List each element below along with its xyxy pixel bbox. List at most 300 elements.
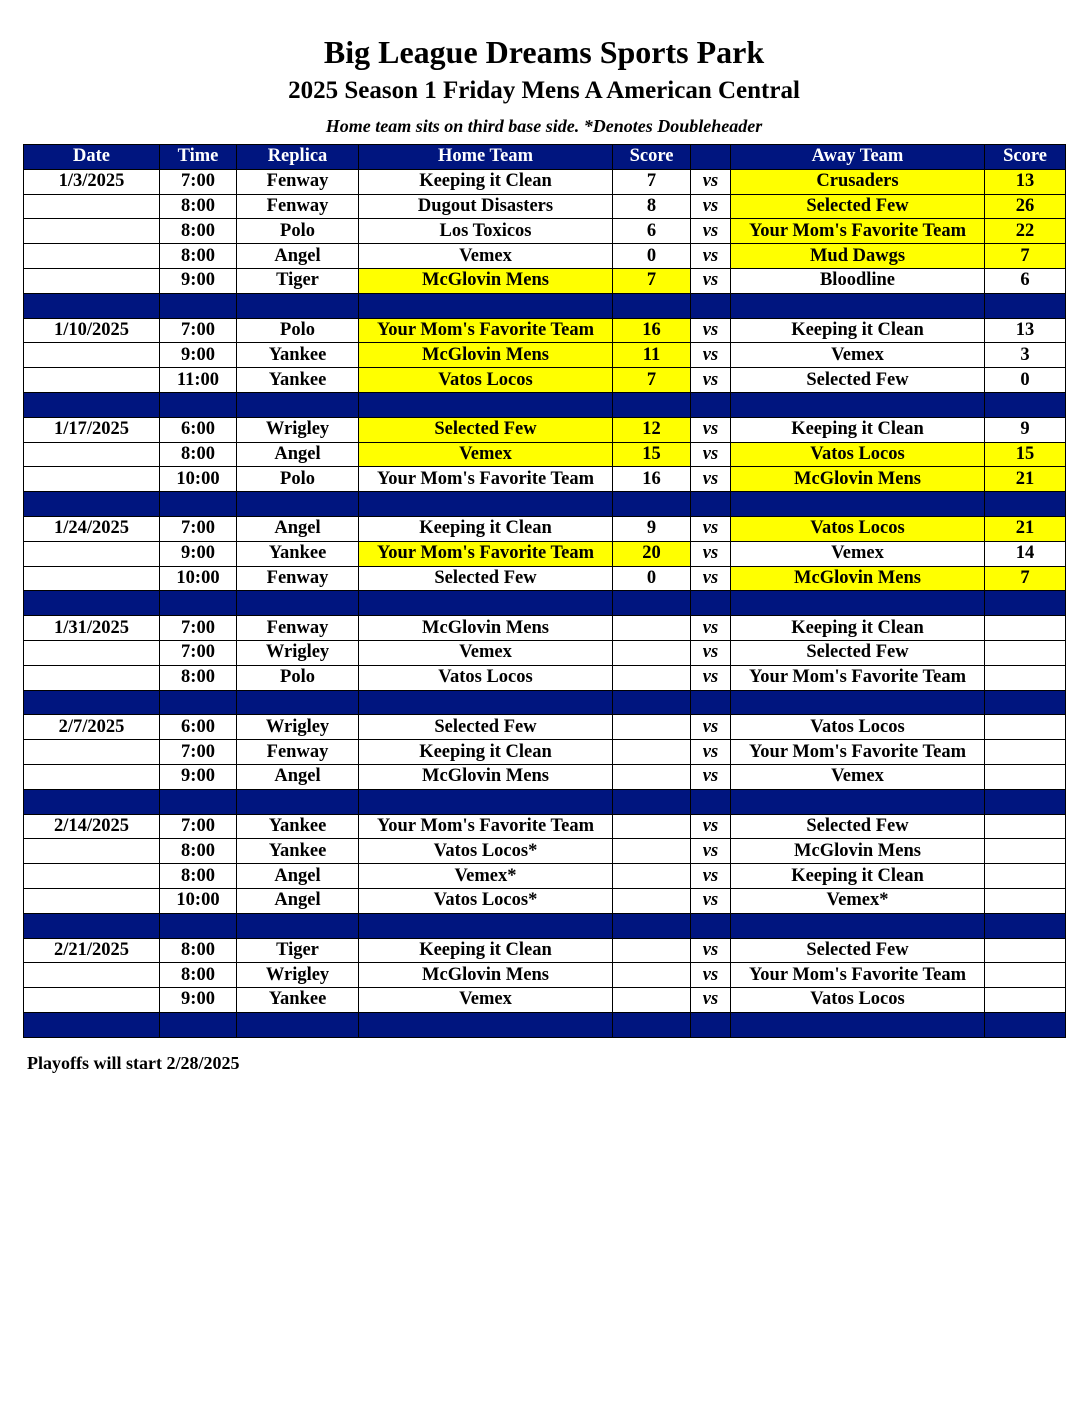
game-date: 1/24/2025 (24, 516, 160, 541)
col-home-score: Score (613, 145, 691, 170)
game-replica: Fenway (237, 169, 359, 194)
home-team: Your Mom's Favorite Team (359, 318, 613, 343)
game-replica: Yankee (237, 814, 359, 839)
game-replica: Fenway (237, 566, 359, 591)
home-team: Keeping it Clean (359, 938, 613, 963)
home-team: McGlovin Mens (359, 343, 613, 368)
vs-label: vs (691, 541, 731, 566)
away-team: Selected Few (731, 938, 985, 963)
vs-label: vs (691, 715, 731, 740)
home-team: McGlovin Mens (359, 764, 613, 789)
home-team: Vemex (359, 640, 613, 665)
vs-label: vs (691, 764, 731, 789)
away-score (985, 864, 1066, 889)
separator-cell (731, 1012, 985, 1037)
separator-cell (24, 591, 160, 616)
separator-cell (985, 789, 1066, 814)
week-separator (24, 392, 1066, 417)
game-date: 2/7/2025 (24, 715, 160, 740)
game-date (24, 244, 160, 269)
separator-cell (613, 392, 691, 417)
game-replica: Angel (237, 442, 359, 467)
game-time: 8:00 (160, 442, 237, 467)
separator-cell (24, 392, 160, 417)
separator-cell (237, 690, 359, 715)
separator-cell (160, 591, 237, 616)
home-score (613, 715, 691, 740)
game-replica: Wrigley (237, 715, 359, 740)
game-date (24, 219, 160, 244)
away-team: Keeping it Clean (731, 864, 985, 889)
home-team: McGlovin Mens (359, 963, 613, 988)
separator-cell (24, 913, 160, 938)
game-date (24, 963, 160, 988)
away-score: 26 (985, 194, 1066, 219)
game-replica: Polo (237, 219, 359, 244)
home-score (613, 963, 691, 988)
home-team: McGlovin Mens (359, 268, 613, 293)
col-home-team: Home Team (359, 145, 613, 170)
separator-cell (160, 789, 237, 814)
game-time: 7:00 (160, 740, 237, 765)
game-date (24, 888, 160, 913)
home-score: 7 (613, 368, 691, 393)
game-time: 7:00 (160, 516, 237, 541)
home-score: 15 (613, 442, 691, 467)
away-score (985, 640, 1066, 665)
separator-cell (237, 789, 359, 814)
game-date (24, 268, 160, 293)
away-score: 13 (985, 169, 1066, 194)
game-time: 9:00 (160, 343, 237, 368)
separator-cell (985, 913, 1066, 938)
separator-cell (237, 1012, 359, 1037)
separator-cell (237, 492, 359, 517)
home-team: Keeping it Clean (359, 169, 613, 194)
game-time: 8:00 (160, 194, 237, 219)
vs-label: vs (691, 343, 731, 368)
home-team: McGlovin Mens (359, 616, 613, 641)
table-row (24, 566, 1066, 591)
col-date: Date (24, 145, 160, 170)
separator-cell (731, 913, 985, 938)
game-replica: Fenway (237, 194, 359, 219)
home-score: 7 (613, 268, 691, 293)
game-time: 10:00 (160, 566, 237, 591)
vs-label: vs (691, 864, 731, 889)
away-team: Bloodline (731, 268, 985, 293)
table-row (24, 343, 1066, 368)
table-row (24, 640, 1066, 665)
separator-cell (613, 913, 691, 938)
home-team: Vatos Locos* (359, 839, 613, 864)
separator-cell (237, 293, 359, 318)
separator-cell (613, 591, 691, 616)
vs-label: vs (691, 194, 731, 219)
separator-cell (985, 690, 1066, 715)
col-away-team: Away Team (731, 145, 985, 170)
table-row (24, 616, 1066, 641)
away-team: Keeping it Clean (731, 417, 985, 442)
game-replica: Wrigley (237, 640, 359, 665)
home-team: Your Mom's Favorite Team (359, 814, 613, 839)
away-team: Selected Few (731, 814, 985, 839)
game-time: 9:00 (160, 988, 237, 1013)
away-score: 21 (985, 467, 1066, 492)
away-team: Vemex (731, 764, 985, 789)
game-date (24, 839, 160, 864)
home-score: 16 (613, 318, 691, 343)
away-score (985, 938, 1066, 963)
separator-cell (731, 591, 985, 616)
vs-label: vs (691, 988, 731, 1013)
separator-cell (691, 913, 731, 938)
table-row (24, 715, 1066, 740)
away-score (985, 988, 1066, 1013)
game-time: 8:00 (160, 839, 237, 864)
header-row (24, 145, 1066, 170)
week-separator (24, 591, 1066, 616)
away-score (985, 963, 1066, 988)
vs-label: vs (691, 516, 731, 541)
game-time: 11:00 (160, 368, 237, 393)
away-score (985, 740, 1066, 765)
vs-label: vs (691, 467, 731, 492)
separator-cell (985, 392, 1066, 417)
home-score: 0 (613, 244, 691, 269)
separator-cell (731, 789, 985, 814)
away-team: Selected Few (731, 194, 985, 219)
table-row (24, 864, 1066, 889)
away-score (985, 764, 1066, 789)
separator-cell (359, 492, 613, 517)
game-time: 7:00 (160, 169, 237, 194)
game-time: 9:00 (160, 764, 237, 789)
home-score (613, 938, 691, 963)
game-replica: Yankee (237, 541, 359, 566)
table-row (24, 442, 1066, 467)
vs-label: vs (691, 740, 731, 765)
separator-cell (613, 293, 691, 318)
vs-label: vs (691, 318, 731, 343)
game-time: 7:00 (160, 640, 237, 665)
separator-cell (160, 690, 237, 715)
table-row (24, 740, 1066, 765)
game-date (24, 640, 160, 665)
separator-cell (24, 492, 160, 517)
game-date (24, 368, 160, 393)
week-separator (24, 293, 1066, 318)
home-score (613, 616, 691, 641)
separator-cell (237, 591, 359, 616)
separator-cell (160, 492, 237, 517)
game-time: 9:00 (160, 541, 237, 566)
home-score: 11 (613, 343, 691, 368)
away-score: 13 (985, 318, 1066, 343)
away-score: 21 (985, 516, 1066, 541)
home-score (613, 740, 691, 765)
game-date: 1/3/2025 (24, 169, 160, 194)
game-date (24, 566, 160, 591)
game-time: 8:00 (160, 963, 237, 988)
home-team: Vatos Locos* (359, 888, 613, 913)
home-team: Vemex (359, 244, 613, 269)
away-team: Vatos Locos (731, 715, 985, 740)
separator-cell (731, 392, 985, 417)
separator-cell (359, 913, 613, 938)
away-team: Crusaders (731, 169, 985, 194)
col-replica: Replica (237, 145, 359, 170)
vs-label: vs (691, 368, 731, 393)
separator-cell (613, 1012, 691, 1037)
away-score (985, 888, 1066, 913)
home-score: 9 (613, 516, 691, 541)
home-score (613, 640, 691, 665)
table-row (24, 814, 1066, 839)
game-replica: Wrigley (237, 963, 359, 988)
table-row (24, 368, 1066, 393)
away-team: Selected Few (731, 368, 985, 393)
away-team: Keeping it Clean (731, 616, 985, 641)
home-team: Dugout Disasters (359, 194, 613, 219)
vs-label: vs (691, 616, 731, 641)
game-date (24, 194, 160, 219)
separator-cell (691, 789, 731, 814)
home-score (613, 864, 691, 889)
game-time: 7:00 (160, 616, 237, 641)
separator-cell (160, 392, 237, 417)
game-replica: Polo (237, 467, 359, 492)
table-row (24, 516, 1066, 541)
game-time: 10:00 (160, 467, 237, 492)
separator-cell (691, 690, 731, 715)
game-time: 10:00 (160, 888, 237, 913)
game-replica: Wrigley (237, 417, 359, 442)
game-date: 1/10/2025 (24, 318, 160, 343)
separator-cell (731, 690, 985, 715)
table-row (24, 764, 1066, 789)
home-score (613, 988, 691, 1013)
game-date (24, 864, 160, 889)
home-team: Vemex* (359, 864, 613, 889)
separator-cell (24, 293, 160, 318)
away-score: 7 (985, 244, 1066, 269)
playoffs-note: Playoffs will start 2/28/2025 (27, 1053, 240, 1073)
separator-cell (237, 392, 359, 417)
home-team: Your Mom's Favorite Team (359, 541, 613, 566)
game-time: 6:00 (160, 417, 237, 442)
home-score: 6 (613, 219, 691, 244)
col-time: Time (160, 145, 237, 170)
table-row (24, 268, 1066, 293)
separator-cell (613, 690, 691, 715)
game-replica: Fenway (237, 616, 359, 641)
away-score: 9 (985, 417, 1066, 442)
home-team: Los Toxicos (359, 219, 613, 244)
game-replica: Yankee (237, 368, 359, 393)
game-replica: Angel (237, 764, 359, 789)
game-date (24, 740, 160, 765)
away-team: Your Mom's Favorite Team (731, 963, 985, 988)
away-team: Vemex* (731, 888, 985, 913)
game-replica: Fenway (237, 740, 359, 765)
vs-label: vs (691, 665, 731, 690)
away-score: 6 (985, 268, 1066, 293)
game-time: 8:00 (160, 938, 237, 963)
away-team: Keeping it Clean (731, 318, 985, 343)
home-score: 7 (613, 169, 691, 194)
game-date (24, 442, 160, 467)
game-replica: Polo (237, 318, 359, 343)
away-team: Your Mom's Favorite Team (731, 740, 985, 765)
table-row (24, 194, 1066, 219)
table-row (24, 219, 1066, 244)
table-row (24, 318, 1066, 343)
vs-label: vs (691, 442, 731, 467)
table-row (24, 244, 1066, 269)
week-separator (24, 690, 1066, 715)
vs-label: vs (691, 566, 731, 591)
game-date (24, 343, 160, 368)
home-team: Vatos Locos (359, 368, 613, 393)
away-score: 15 (985, 442, 1066, 467)
game-replica: Polo (237, 665, 359, 690)
table-row (24, 169, 1066, 194)
home-team: Vemex (359, 442, 613, 467)
away-score (985, 715, 1066, 740)
separator-cell (160, 913, 237, 938)
away-score: 3 (985, 343, 1066, 368)
home-team: Selected Few (359, 715, 613, 740)
away-team: Vemex (731, 541, 985, 566)
separator-cell (691, 591, 731, 616)
table-row (24, 541, 1066, 566)
table-row (24, 467, 1066, 492)
vs-label: vs (691, 640, 731, 665)
vs-label: vs (691, 963, 731, 988)
home-score (613, 665, 691, 690)
vs-label: vs (691, 839, 731, 864)
away-team: Vemex (731, 343, 985, 368)
schedule-note: Home team sits on third base side. *Denotes Doubleheader (325, 116, 763, 136)
game-date: 1/31/2025 (24, 616, 160, 641)
separator-cell (613, 789, 691, 814)
vs-label: vs (691, 814, 731, 839)
separator-cell (985, 293, 1066, 318)
col-away-score: Score (985, 145, 1066, 170)
separator-cell (359, 293, 613, 318)
separator-cell (691, 293, 731, 318)
away-score (985, 665, 1066, 690)
separator-cell (613, 492, 691, 517)
separator-cell (359, 392, 613, 417)
separator-cell (731, 293, 985, 318)
week-separator (24, 789, 1066, 814)
home-team: Vatos Locos (359, 665, 613, 690)
home-team: Selected Few (359, 566, 613, 591)
home-score (613, 888, 691, 913)
game-date (24, 764, 160, 789)
separator-cell (985, 591, 1066, 616)
vs-label: vs (691, 888, 731, 913)
game-replica: Angel (237, 516, 359, 541)
game-replica: Angel (237, 864, 359, 889)
away-team: McGlovin Mens (731, 839, 985, 864)
game-date (24, 988, 160, 1013)
away-score (985, 814, 1066, 839)
game-date (24, 541, 160, 566)
week-separator (24, 1012, 1066, 1037)
home-team: Keeping it Clean (359, 516, 613, 541)
away-score: 7 (985, 566, 1066, 591)
separator-cell (359, 591, 613, 616)
page-title: Big League Dreams Sports Park (323, 34, 765, 70)
away-team: Vatos Locos (731, 516, 985, 541)
away-team: Vatos Locos (731, 442, 985, 467)
vs-label: vs (691, 244, 731, 269)
game-time: 7:00 (160, 814, 237, 839)
home-score (613, 839, 691, 864)
game-date (24, 665, 160, 690)
home-team: Keeping it Clean (359, 740, 613, 765)
home-score: 16 (613, 467, 691, 492)
week-separator (24, 913, 1066, 938)
away-score: 0 (985, 368, 1066, 393)
col-vs (691, 145, 731, 170)
separator-cell (985, 1012, 1066, 1037)
away-team: Your Mom's Favorite Team (731, 219, 985, 244)
game-replica: Yankee (237, 839, 359, 864)
vs-label: vs (691, 169, 731, 194)
game-replica: Tiger (237, 268, 359, 293)
game-date: 2/21/2025 (24, 938, 160, 963)
week-separator (24, 492, 1066, 517)
away-team: Mud Dawgs (731, 244, 985, 269)
away-team: McGlovin Mens (731, 566, 985, 591)
separator-cell (237, 913, 359, 938)
vs-label: vs (691, 417, 731, 442)
home-score: 20 (613, 541, 691, 566)
table-row (24, 839, 1066, 864)
home-score: 0 (613, 566, 691, 591)
separator-cell (691, 1012, 731, 1037)
away-team: Your Mom's Favorite Team (731, 665, 985, 690)
game-time: 6:00 (160, 715, 237, 740)
game-replica: Yankee (237, 988, 359, 1013)
separator-cell (359, 789, 613, 814)
game-time: 9:00 (160, 268, 237, 293)
away-score: 14 (985, 541, 1066, 566)
separator-cell (24, 690, 160, 715)
game-replica: Angel (237, 244, 359, 269)
schedule-table (23, 144, 1066, 1038)
table-row (24, 938, 1066, 963)
game-replica: Angel (237, 888, 359, 913)
separator-cell (731, 492, 985, 517)
separator-cell (160, 293, 237, 318)
game-replica: Tiger (237, 938, 359, 963)
home-score (613, 814, 691, 839)
table-row (24, 665, 1066, 690)
vs-label: vs (691, 938, 731, 963)
away-score (985, 839, 1066, 864)
table-row (24, 963, 1066, 988)
table-row (24, 417, 1066, 442)
vs-label: vs (691, 268, 731, 293)
game-date: 2/14/2025 (24, 814, 160, 839)
away-team: McGlovin Mens (731, 467, 985, 492)
game-time: 7:00 (160, 318, 237, 343)
